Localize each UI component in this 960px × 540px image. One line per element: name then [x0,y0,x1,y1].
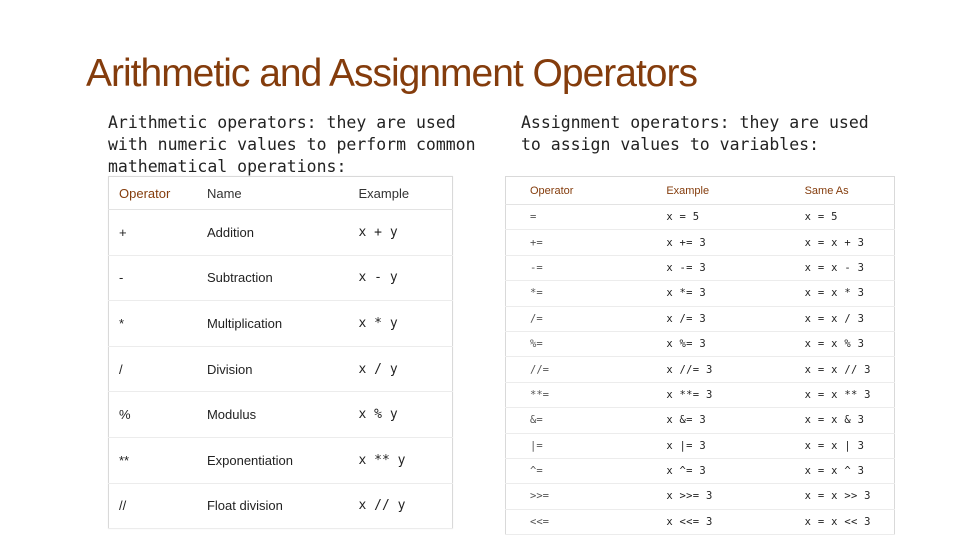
assignment-operators-table [505,176,895,535]
same-as-cell: x = x + 3 [781,230,895,255]
operator-cell: **= [506,382,643,407]
arithmetic-intro-term: Arithmetic operators: [108,113,317,132]
slide-title: Arithmetic and Assignment Operators [86,52,697,95]
same-as-cell: x = x // 3 [781,357,895,382]
operator-cell: ** [109,437,197,483]
assignment-intro [521,112,881,156]
column-header-operator: Operator [109,177,197,210]
table-row [506,484,895,509]
column-header-example: Example [349,177,453,210]
operator-cell: <<= [506,509,643,534]
example-cell: x -= 3 [642,255,780,280]
example-cell: x //= 3 [642,357,780,382]
example-cell: x **= 3 [642,382,780,407]
column-header-operator: Operator [506,177,643,205]
operator-cell: / [109,346,197,392]
operator-cell: ^= [506,458,643,483]
table-row [506,255,895,280]
operator-cell: >>= [506,484,643,509]
table-row [109,210,453,256]
example-cell: x >>= 3 [642,484,780,509]
table-row [506,205,895,230]
column-header-same-as: Same As [781,177,895,205]
operator-cell: *= [506,281,643,306]
table-row [109,483,453,529]
table-row [506,509,895,534]
column-header-name: Name [197,177,349,210]
example-cell: x *= 3 [642,281,780,306]
assignment-intro-text: they are used to assign values to variables: [521,113,869,154]
same-as-cell: x = x & 3 [781,408,895,433]
table-row [109,255,453,301]
example-cell: x + y [349,210,453,256]
name-cell: Addition [197,210,349,256]
operator-cell: // [109,483,197,529]
name-cell: Modulus [197,392,349,438]
same-as-cell: x = x >> 3 [781,484,895,509]
operator-cell: -= [506,255,643,280]
example-cell: x += 3 [642,230,780,255]
operator-cell: * [109,301,197,347]
name-cell: Float division [197,483,349,529]
operator-cell: %= [506,331,643,356]
example-cell: x // y [349,483,453,529]
table-row [506,458,895,483]
arithmetic-intro-text: they are used with numeric values to perform common mathematical operations: [108,113,476,176]
same-as-cell: x = x | 3 [781,433,895,458]
table-header-row [506,177,895,205]
column-header-example: Example [642,177,780,205]
example-cell: x /= 3 [642,306,780,331]
same-as-cell: x = x ^ 3 [781,458,895,483]
operator-cell: //= [506,357,643,382]
same-as-cell: x = x * 3 [781,281,895,306]
table-row [506,433,895,458]
example-cell: x * y [349,301,453,347]
assignment-intro-term: Assignment operators: [521,113,730,132]
operator-cell: % [109,392,197,438]
arithmetic-operators-table [108,176,453,529]
same-as-cell: x = x - 3 [781,255,895,280]
table-row [506,408,895,433]
operator-cell: = [506,205,643,230]
table-row [109,392,453,438]
same-as-cell: x = x ** 3 [781,382,895,407]
name-cell: Exponentiation [197,437,349,483]
example-cell: x ^= 3 [642,458,780,483]
example-cell: x / y [349,346,453,392]
operator-cell: /= [506,306,643,331]
operator-cell: + [109,210,197,256]
example-cell: x %= 3 [642,331,780,356]
example-cell: x = 5 [642,205,780,230]
example-cell: x - y [349,255,453,301]
arithmetic-intro [108,112,488,178]
table-row [506,382,895,407]
name-cell: Subtraction [197,255,349,301]
table-row [109,346,453,392]
operator-cell: |= [506,433,643,458]
table-row [506,230,895,255]
table-row [506,331,895,356]
example-cell: x ** y [349,437,453,483]
name-cell: Division [197,346,349,392]
table-row [109,301,453,347]
name-cell: Multiplication [197,301,349,347]
example-cell: x <<= 3 [642,509,780,534]
operator-cell: &= [506,408,643,433]
operator-cell: - [109,255,197,301]
same-as-cell: x = x << 3 [781,509,895,534]
example-cell: x % y [349,392,453,438]
same-as-cell: x = 5 [781,205,895,230]
table-row [506,357,895,382]
same-as-cell: x = x % 3 [781,331,895,356]
table-row [506,306,895,331]
operator-cell: += [506,230,643,255]
example-cell: x |= 3 [642,433,780,458]
example-cell: x &= 3 [642,408,780,433]
table-header-row [109,177,453,210]
same-as-cell: x = x / 3 [781,306,895,331]
table-row [506,281,895,306]
table-row [109,437,453,483]
